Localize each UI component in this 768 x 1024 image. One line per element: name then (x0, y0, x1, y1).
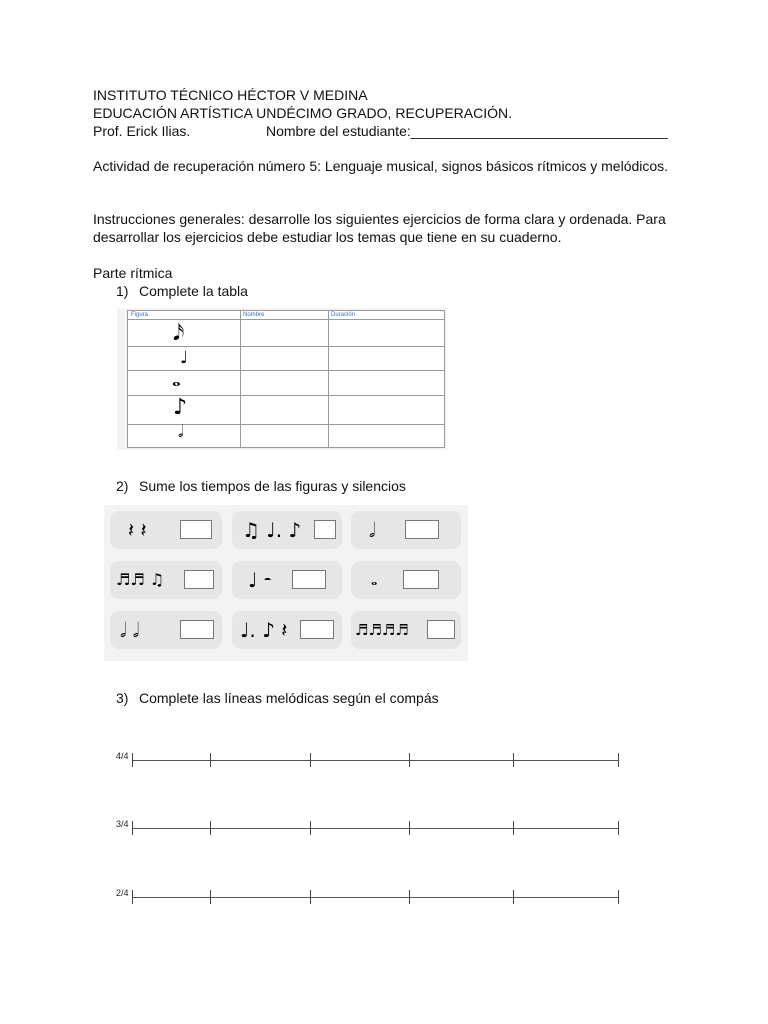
exercise-2-number: 2) (116, 478, 129, 494)
answer-box-3[interactable] (405, 520, 439, 539)
rhythm-cell-8 (232, 611, 342, 649)
quarter-rests-icon: 𝄽 𝄽 (128, 518, 147, 542)
exercise-1-number: 1) (116, 283, 129, 299)
exercise-3-label: Complete las líneas melódicas según el compás (139, 690, 439, 706)
sixteenth-note-icon: 𝅘𝅥𝅯 (173, 321, 185, 346)
answer-box-7[interactable] (180, 620, 214, 639)
student-name-field[interactable]: Nombre del estudiante:_________________________________ (266, 123, 668, 139)
rhythm-cell-7 (110, 611, 222, 649)
rhythm-cell-4 (110, 561, 222, 599)
activity-description: Actividad de recuperación número 5: Lenguaje musical, signos básicos rítmicos y melódicos. (93, 158, 669, 174)
rhythm-cell-2 (232, 511, 342, 549)
rhythm-cell-3 (351, 511, 461, 549)
figures-table (117, 308, 447, 450)
time-signature-3-4: 3/4 (116, 819, 129, 829)
exercise-3-heading (116, 689, 439, 707)
half-note-icon: 𝅗𝅥 (178, 422, 184, 442)
melodic-line-3-4[interactable] (116, 819, 622, 839)
quarter-note-and-rest-icon: ♩ 𝄼 (248, 568, 272, 592)
quarter-note-icon: ♩ (180, 348, 189, 368)
professor-name: Prof. Erick Ilias. (93, 123, 191, 139)
exercise-2-heading (116, 477, 406, 495)
whole-note-icon: 𝅝 (172, 367, 181, 392)
answer-box-2[interactable] (314, 520, 336, 539)
section-title: Parte rítmica (93, 265, 173, 281)
sixteenth-notes-icon: ♬♬♬♬ (355, 621, 409, 639)
rhythm-sum-panel (104, 505, 468, 661)
school-name: INSTITUTO TÉCNICO HÉCTOR V MEDINA (93, 87, 368, 103)
half-note-icon: 𝅗𝅥 (369, 518, 376, 542)
rhythm-cell-5 (232, 561, 342, 599)
exercise-1-heading (116, 282, 248, 300)
rhythm-cell-6 (351, 561, 461, 599)
answer-box-8[interactable] (300, 620, 334, 639)
two-half-notes-icon: 𝅗𝅥 𝅗𝅥 (120, 618, 140, 642)
rhythm-cell-9 (351, 611, 461, 649)
answer-box-6[interactable] (403, 570, 439, 589)
column-header-duracion: Duración (331, 312, 356, 318)
whole-note-icon: 𝅝 (371, 570, 378, 589)
column-header-figura: Figura (131, 312, 149, 318)
exercise-3-number: 3) (116, 690, 129, 706)
dotted-quarter-eighth-rest-icon: ♩. ♪ 𝄽 (240, 618, 288, 642)
answer-box-4[interactable] (184, 570, 214, 589)
answer-box-1[interactable] (180, 520, 212, 539)
rhythm-cell-1 (110, 511, 222, 549)
column-header-nombre: Nombre (243, 312, 265, 318)
general-instructions: Instrucciones generales: desarrolle los siguientes ejercicios de forma clara y ordenada. Para desarrollar los ejercicios debe estudiar los temas que tiene en su cuaderno. (93, 211, 666, 245)
eighth-note-icon: ♪ (173, 395, 188, 420)
time-signature-2-4: 2/4 (116, 888, 129, 898)
eighth-dotted-quarter-eighth-notes-icon: ♫ ♩. ♪ (242, 518, 302, 542)
sixteenth-and-eighth-notes-icon: ♬♬ ♫ (116, 570, 165, 589)
melodic-line-4-4[interactable] (116, 751, 622, 771)
figures-table-grid (127, 310, 445, 448)
exercise-2-label: Sume los tiempos de las figuras y silencios (139, 478, 406, 494)
course-title: EDUCACIÓN ARTÍSTICA UNDÉCIMO GRADO, RECUPERACIÓN. (93, 105, 513, 121)
answer-box-5[interactable] (292, 570, 326, 589)
time-signature-4-4: 4/4 (116, 751, 129, 761)
exercise-1-label: Complete la tabla (139, 283, 248, 299)
melodic-line-2-4[interactable] (116, 888, 622, 908)
answer-box-9[interactable] (427, 620, 455, 639)
